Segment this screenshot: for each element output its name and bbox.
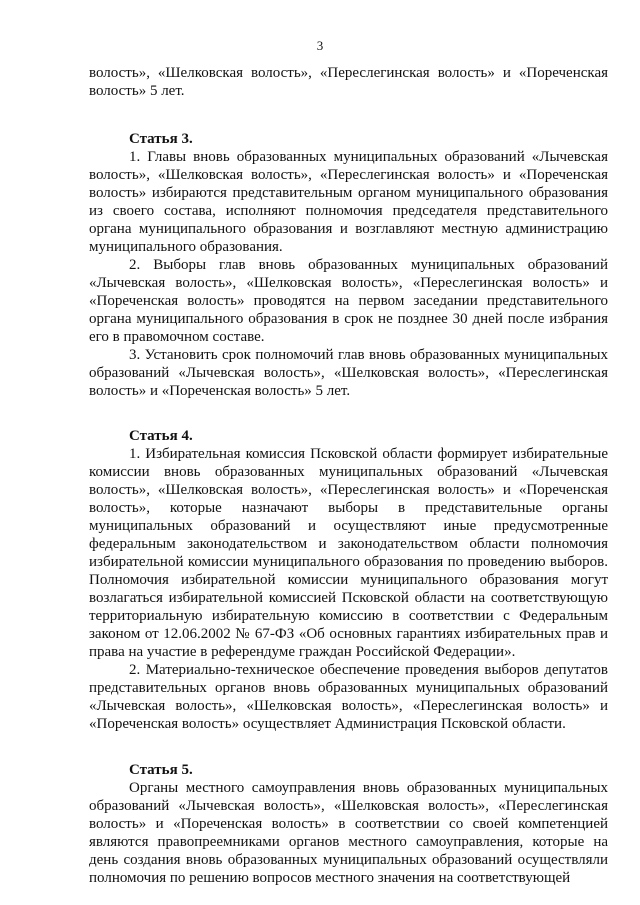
article-title: Статья 5. bbox=[129, 762, 193, 778]
article-title: Статья 4. bbox=[129, 428, 193, 444]
article-paragraph: 3. Установить срок полномочий глав вновь образованных муниципальных образований «Лычевская волость», «Шелковская волость», «Переслегинская волость» и «Пореченская волость» 5 лет. bbox=[89, 347, 608, 399]
article-4 bbox=[89, 427, 608, 733]
intro-paragraph: волость», «Шелковская волость», «Переслегинская волость» и «Пореченская волость» 5 лет. bbox=[89, 65, 608, 99]
article-5 bbox=[89, 761, 608, 887]
spacer bbox=[89, 733, 608, 761]
article-paragraph: 2. Выборы глав вновь образованных муниципальных образований «Лычевская волость», «Шелковская волость», «Переслегинская волость» и «Пореченская волость» проводятся на первом заседании представительного органа муниципального образования в срок не позднее 30 дней после избрания его в правомочном составе. bbox=[89, 257, 608, 345]
article-paragraph: 1. Избирательная комиссия Псковской области формирует избирательные комиссии вновь образованных муниципальных образований «Лычевская волость», «Шелковская волость», «Переслегинская волость» и «Пореченская волость», которые назначают выборы в представительные органы муниципальных образований и осуществляют иные предусмотренные федеральным законодательством и законодательством области полномочия избирательной комиссии муниципального образования по проведению выборов. Полномочия избирательной комиссии муниципального образования могут возлагаться избирательной комиссией Псковской области на соответствующую территориальную избирательную комиссию в соответствии с Федеральным законом от 12.06.2002 № 67-ФЗ «Об основных гарантиях избирательных прав и права на участие в референдуме граждан Российской Федерации». bbox=[89, 446, 608, 660]
page-number: 3 bbox=[316, 38, 324, 53]
article-paragraph: 1. Главы вновь образованных муниципальных образований «Лычевская волость», «Шелковская волость», «Переслегинская волость» и «Пореченская волость» избираются представительным органом муниципального образования из своего состава, исполняют полномочия председателя представительного органа муниципального образования и возглавляют местную администрацию муниципального образования. bbox=[89, 149, 608, 255]
article-paragraph: 2. Материально-техническое обеспечение проведения выборов депутатов представительных органов вновь образованных муниципальных образований «Лычевская волость», «Шелковская волость», «Переслегинская волость» и «Пореченская волость» осуществляет Администрация Псковской области. bbox=[89, 662, 608, 732]
article-3 bbox=[89, 130, 608, 400]
article-title: Статья 3. bbox=[129, 131, 193, 147]
article-paragraph: Органы местного самоуправления вновь образованных муниципальных образований «Лычевская волость», «Шелковская волость», «Переслегинская волость» и «Пореченская волость» в соответствии со своей компетенцией являются правопреемниками органов местного самоуправления, которые на день создания вновь образованных муниципальных образований осуществляли полномочия по решению вопросов местного значения на соответствующей bbox=[89, 780, 608, 886]
spacer bbox=[89, 400, 608, 427]
spacer bbox=[89, 100, 608, 130]
document-body bbox=[89, 64, 608, 887]
